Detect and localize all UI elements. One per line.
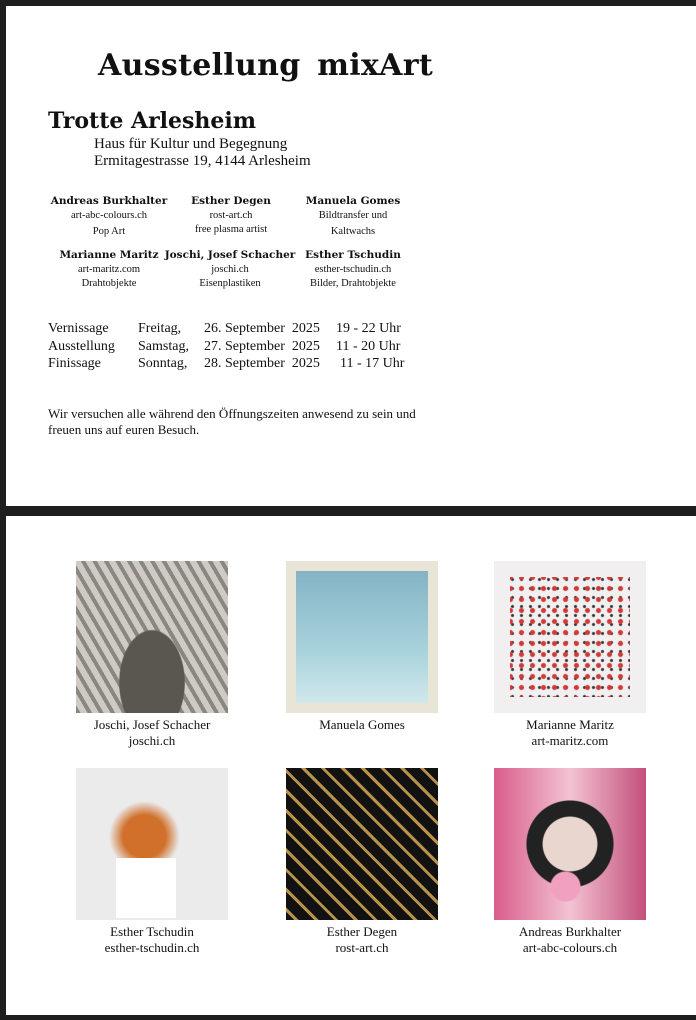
artist-site: Bildtransfer und (318, 210, 388, 221)
venue-name: Trotte Arlesheim (48, 108, 257, 134)
day: Sonntag, (138, 356, 188, 371)
artist-name: Esther Degen (191, 195, 271, 207)
artist-name: Esther Tschudin (110, 924, 194, 939)
artist-site: rost-art.ch (335, 940, 389, 955)
schedule-row (48, 355, 404, 373)
gallery-item (286, 768, 438, 956)
artist-medium: Drahtobjekte (81, 278, 137, 289)
day: Freitag, (138, 321, 182, 336)
artwork-image-fishing-women (286, 561, 438, 713)
artwork-image-pop-art-portrait (494, 768, 646, 920)
artist-name: Joschi, Josef Schacher (164, 249, 296, 261)
time: 11 - 20 Uhr (336, 338, 401, 354)
gallery-item (286, 561, 438, 733)
artist-site: art-abc-colours.ch (522, 940, 618, 955)
event: Ausstellung (48, 338, 115, 354)
artist-site: joschi.ch (211, 264, 249, 275)
date: 27. September 2025 (204, 338, 320, 354)
schedule (48, 320, 404, 373)
flyer-page-1 (6, 6, 696, 506)
artist-site: art-maritz.com (77, 264, 141, 275)
gallery-item (76, 768, 228, 956)
artist-site: art-maritz.com (531, 733, 609, 748)
artist-name: Manuela Gomes (305, 195, 401, 207)
page-title: Ausstellung mixArt (98, 48, 434, 83)
artwork-image-wire-object (494, 561, 646, 713)
artist-medium: Bilder, Drahtobjekte (310, 278, 396, 289)
closing-note: Wir versuchen alle während den Öffnungszeiten anwesend zu sein und freuen uns auf euren Besuch. (48, 406, 416, 437)
artist-name: Marianne Maritz (59, 249, 159, 261)
artist-name: Esther Tschudin (305, 249, 401, 261)
event: Vernissage (48, 321, 109, 336)
artist-name: Manuela Gomes (319, 717, 405, 732)
flyer-page-2 (6, 516, 696, 1015)
artist-site: art-abc-colours.ch (70, 210, 148, 221)
artwork-image-golden-feathers (286, 768, 438, 920)
date: 26. September 2025 (204, 321, 320, 336)
gallery-item (494, 768, 646, 956)
artist-site: esther-tschudin.ch (314, 264, 392, 275)
day: Samstag, (138, 338, 189, 354)
artwork-image-iron-sculpture (76, 561, 228, 713)
venue-address (94, 136, 311, 170)
artist-site: joschi.ch (128, 733, 176, 748)
artist-medium: Eisenplastiken (199, 278, 261, 289)
event: Finissage (48, 356, 101, 371)
artist-medium: Pop Art (92, 226, 126, 237)
gallery-item (76, 561, 228, 749)
artist-entry (278, 194, 428, 241)
schedule-row (48, 338, 404, 356)
venue-street: Ermitagestrasse 19, 4144 Arlesheim (94, 153, 311, 169)
artist-medium: Kaltwachs (330, 226, 376, 237)
artist-site: rost-art.ch (209, 210, 253, 221)
gallery-item (494, 561, 646, 749)
artist-entry (278, 248, 428, 291)
artist-site: esther-tschudin.ch (104, 940, 200, 955)
venue-subtitle: Haus für Kultur und Begegnung (94, 136, 288, 152)
schedule-row (48, 320, 404, 338)
time: 19 - 22 Uhr (336, 321, 401, 336)
artist-name: Marianne Maritz (526, 717, 614, 732)
time: 11 - 17 Uhr (340, 356, 405, 371)
artwork-image-orange-flowers (76, 768, 228, 920)
artist-name: Esther Degen (326, 924, 398, 939)
artist-medium: free plasma artist (194, 224, 268, 235)
artist-name: Andreas Burkhalter (518, 924, 622, 939)
artist-name: Joschi, Josef Schacher (93, 717, 211, 732)
artist-name: Andreas Burkhalter (50, 195, 168, 207)
date: 28. September 2025 (204, 356, 320, 371)
